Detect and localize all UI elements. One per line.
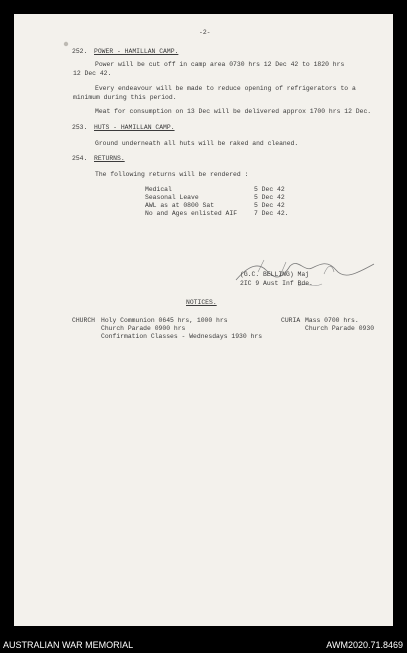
item-252-para1-line1: Power will be cut off in camp area 0730 hrs 12 Dec 42 to 1820 hrs xyxy=(95,61,345,68)
item-253-number: 253. xyxy=(72,124,88,131)
return-name: Medical xyxy=(145,186,172,193)
return-date: 5 Dec 42 xyxy=(254,186,285,193)
signatory-unit: 2IC 9 Aust Inf Bde. xyxy=(240,280,313,287)
curia-line: Church Parade 0930 xyxy=(305,325,375,332)
return-name: AWL as at 0800 Sat xyxy=(145,202,215,209)
church-line: Holy Communion 0645 hrs, 1000 hrs xyxy=(101,317,228,324)
item-252-number: 252. xyxy=(72,48,88,55)
church-line: Confirmation Classes - Wednesdays 1930 hrs xyxy=(101,333,263,340)
item-252-para1-line2: 12 Dec 42. xyxy=(73,70,112,77)
church-label: CHURCH xyxy=(72,317,96,324)
church-line: Church Parade 0900 hrs xyxy=(101,325,186,332)
return-date: 7 Dec 42. xyxy=(254,210,289,217)
curia-label: CURIA xyxy=(281,317,301,324)
item-254-intro: The following returns will be rendered : xyxy=(95,171,249,178)
return-date: 5 Dec 42 xyxy=(254,202,285,209)
item-253-heading: HUTS - HAMILLAN CAMP. xyxy=(94,124,175,131)
curia-line: Mass 0700 hrs. xyxy=(305,317,359,324)
item-252-para2-line2: minimum during this period. xyxy=(73,94,177,101)
signatory-name: (G.C. BELLING) Maj xyxy=(240,271,310,278)
notices-heading: NOTICES. xyxy=(186,299,217,306)
return-date: 5 Dec 42 xyxy=(254,194,285,201)
page-number: -2- xyxy=(199,29,211,36)
item-252-para3: Meat for consumption on 13 Dec will be delivered approx 1700 hrs 12 Dec. xyxy=(95,108,372,115)
item-252-para2-line1: Every endeavour will be made to reduce opening of refrigerators to a xyxy=(95,85,356,92)
return-name: Seasonal Leave xyxy=(145,194,199,201)
punch-hole-icon xyxy=(63,41,69,47)
item-254-number: 254. xyxy=(72,155,88,162)
footer-institution: AUSTRALIAN WAR MEMORIAL xyxy=(3,640,134,650)
item-253-para: Ground underneath all huts will be raked and cleaned. xyxy=(95,140,299,147)
return-name: No and Ages enlisted AIF xyxy=(145,210,238,217)
item-254-heading: RETURNS. xyxy=(94,155,125,162)
document-page xyxy=(14,14,393,626)
footer-accession-number: AWM2020.71.8469 xyxy=(326,640,403,650)
item-252-heading: POWER - HAMILLAN CAMP. xyxy=(94,48,179,55)
